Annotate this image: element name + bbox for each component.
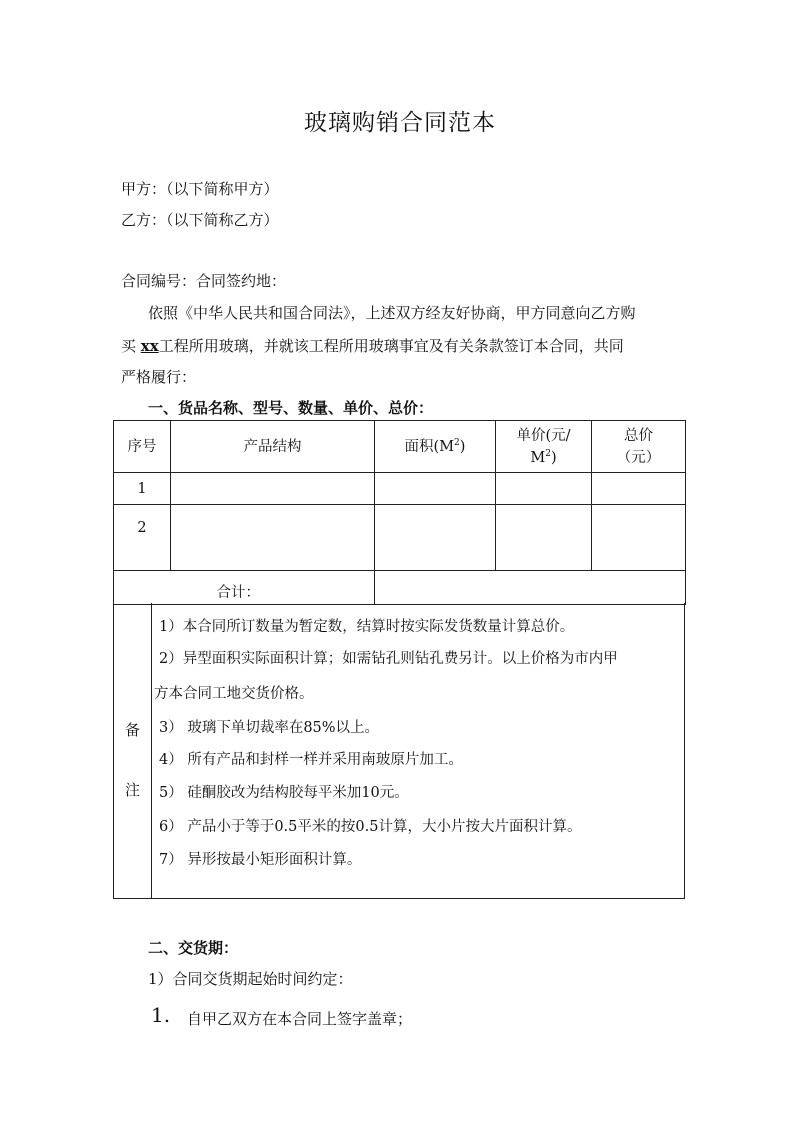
subtotal-row bbox=[114, 571, 686, 605]
row-no: 2 bbox=[114, 505, 171, 571]
intro-line-2 bbox=[121, 335, 624, 356]
header-no: 序号 bbox=[114, 421, 171, 473]
header-structure: 产品结构 bbox=[171, 421, 375, 473]
header-area: 面积$(M^2)$ bbox=[375, 421, 496, 473]
intro-line-1: 依照《中华人民共和国合同法》，上述双方经友好协商，甲方同意向乙方购 bbox=[148, 304, 636, 322]
party-a-line: 甲方：（以下简称甲方） bbox=[121, 180, 279, 198]
row-area bbox=[375, 505, 496, 571]
remarks-side-label: 备 注 bbox=[114, 603, 152, 898]
contract-number-line: 合同编号：合同签约地： bbox=[121, 272, 287, 290]
delivery-line-1: 1）合同交货期起始时间约定： bbox=[148, 970, 353, 988]
remark-item: 5） 硅酮胶改为结构胶每平米加10元。 bbox=[159, 785, 409, 801]
row-total bbox=[592, 505, 686, 571]
row-total bbox=[592, 473, 686, 505]
intro-line-2-prefix: 买 bbox=[121, 337, 137, 355]
table-header-row bbox=[114, 421, 686, 473]
remark-item: 方本合同工地交货价格。 bbox=[154, 686, 314, 702]
delivery-item-number: 1. bbox=[151, 1003, 171, 1027]
remark-item: 6） 产品小于等于0.5平米的按0.5计算，大小片按大片面积计算。 bbox=[159, 819, 582, 835]
subtotal-value bbox=[375, 571, 686, 605]
table-row bbox=[114, 505, 686, 571]
remark-item: 3） 玻璃下单切裁率在85%以上。 bbox=[159, 720, 380, 736]
row-structure bbox=[171, 505, 375, 571]
party-b-line: 乙方：（以下简称乙方） bbox=[121, 211, 279, 229]
intro-line-3: 严格履行： bbox=[121, 368, 197, 386]
section-2-heading: 二、交货期： bbox=[148, 939, 239, 957]
remark-item: 4） 所有产品和封样一样并采用南玻原片加工。 bbox=[159, 752, 463, 768]
row-no: 1 bbox=[114, 473, 171, 505]
row-unit-price bbox=[496, 505, 592, 571]
table-row bbox=[114, 473, 686, 505]
delivery-item-text: 自甲乙双方在本合同上签字盖章； bbox=[187, 1010, 413, 1028]
page-title: 玻璃购销合同范本 bbox=[304, 110, 496, 136]
remark-item: 7） 异形按最小矩形面积计算。 bbox=[159, 852, 362, 868]
row-structure bbox=[171, 473, 375, 505]
header-unit-price: 单价(元/ $M^2$) bbox=[496, 421, 592, 473]
header-total: 总价 （元） bbox=[592, 421, 686, 473]
goods-table bbox=[113, 420, 686, 605]
subtotal-label: 合计： bbox=[114, 571, 375, 605]
section-1-heading: 一、货品名称、型号、数量、单价、总价： bbox=[148, 399, 434, 417]
intro-line-2-suffix: 工程所用玻璃，并就该工程所用玻璃事宜及有关条款签订本合同，共同 bbox=[158, 337, 624, 355]
project-name-blank: xx bbox=[140, 337, 159, 355]
remarks-box bbox=[113, 603, 685, 899]
remark-item: 2）异型面积实际面积计算；如需钻孔则钻孔费另计。以上价格为市内甲 bbox=[159, 651, 618, 667]
remark-item: 1）本合同所订数量为暂定数，结算时按实际发货数量计算总价。 bbox=[159, 619, 575, 635]
row-unit-price bbox=[496, 473, 592, 505]
row-area bbox=[375, 473, 496, 505]
